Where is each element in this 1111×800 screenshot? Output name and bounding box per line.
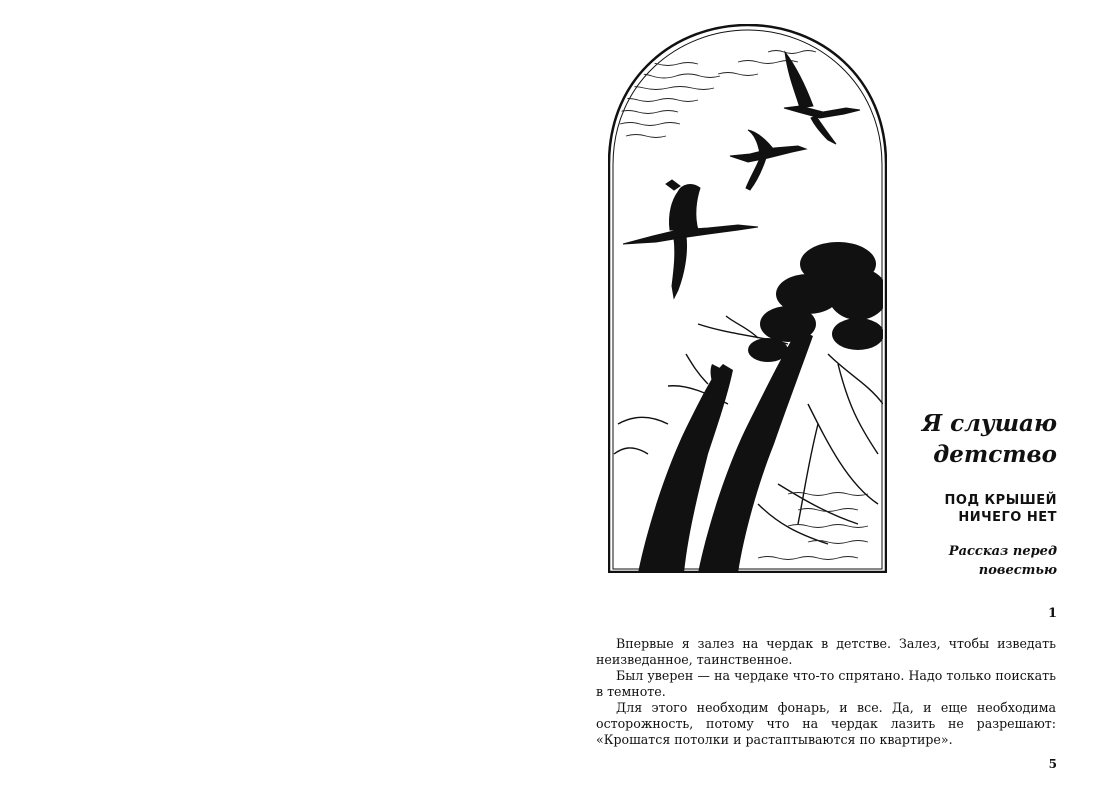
paragraph: Для этого необходим фонарь, и все. Да, и еще необходима осторожность, потому что на чердак лазить не разрешают: «Крошатся потолки и растаптываются по квартире». <box>596 700 1056 747</box>
tree-foliage <box>748 242 887 362</box>
paragraph: Был уверен — на чердаке что-то спрятано. Надо только поискать в темноте. <box>596 668 1056 699</box>
title-line-1: Я слушаю <box>921 410 1057 437</box>
subtitle-line-1: ПОД КРЫШЕЙ <box>944 493 1057 508</box>
genre-caption <box>857 542 1057 580</box>
subtitle-line-2: НИЧЕГО НЕТ <box>958 510 1057 525</box>
caption-line-2: повестью <box>978 563 1057 578</box>
caption-line-1: Рассказ перед <box>948 544 1057 559</box>
right-page <box>580 0 1111 800</box>
landscape-hatching <box>758 493 868 560</box>
tree-trunks <box>638 329 813 573</box>
body-text <box>596 636 1056 748</box>
title-line-2: детство <box>933 441 1057 468</box>
paragraph: Впервые я залез на чердак в детстве. Залез, чтобы изведать неизведанное, таинственное. <box>596 636 1056 667</box>
page-number: 5 <box>1048 757 1057 771</box>
story-title <box>857 408 1057 470</box>
chapter-title <box>857 492 1057 526</box>
cranes-over-trees-illustration <box>608 24 887 573</box>
chapter-number: 1 <box>1047 606 1057 621</box>
